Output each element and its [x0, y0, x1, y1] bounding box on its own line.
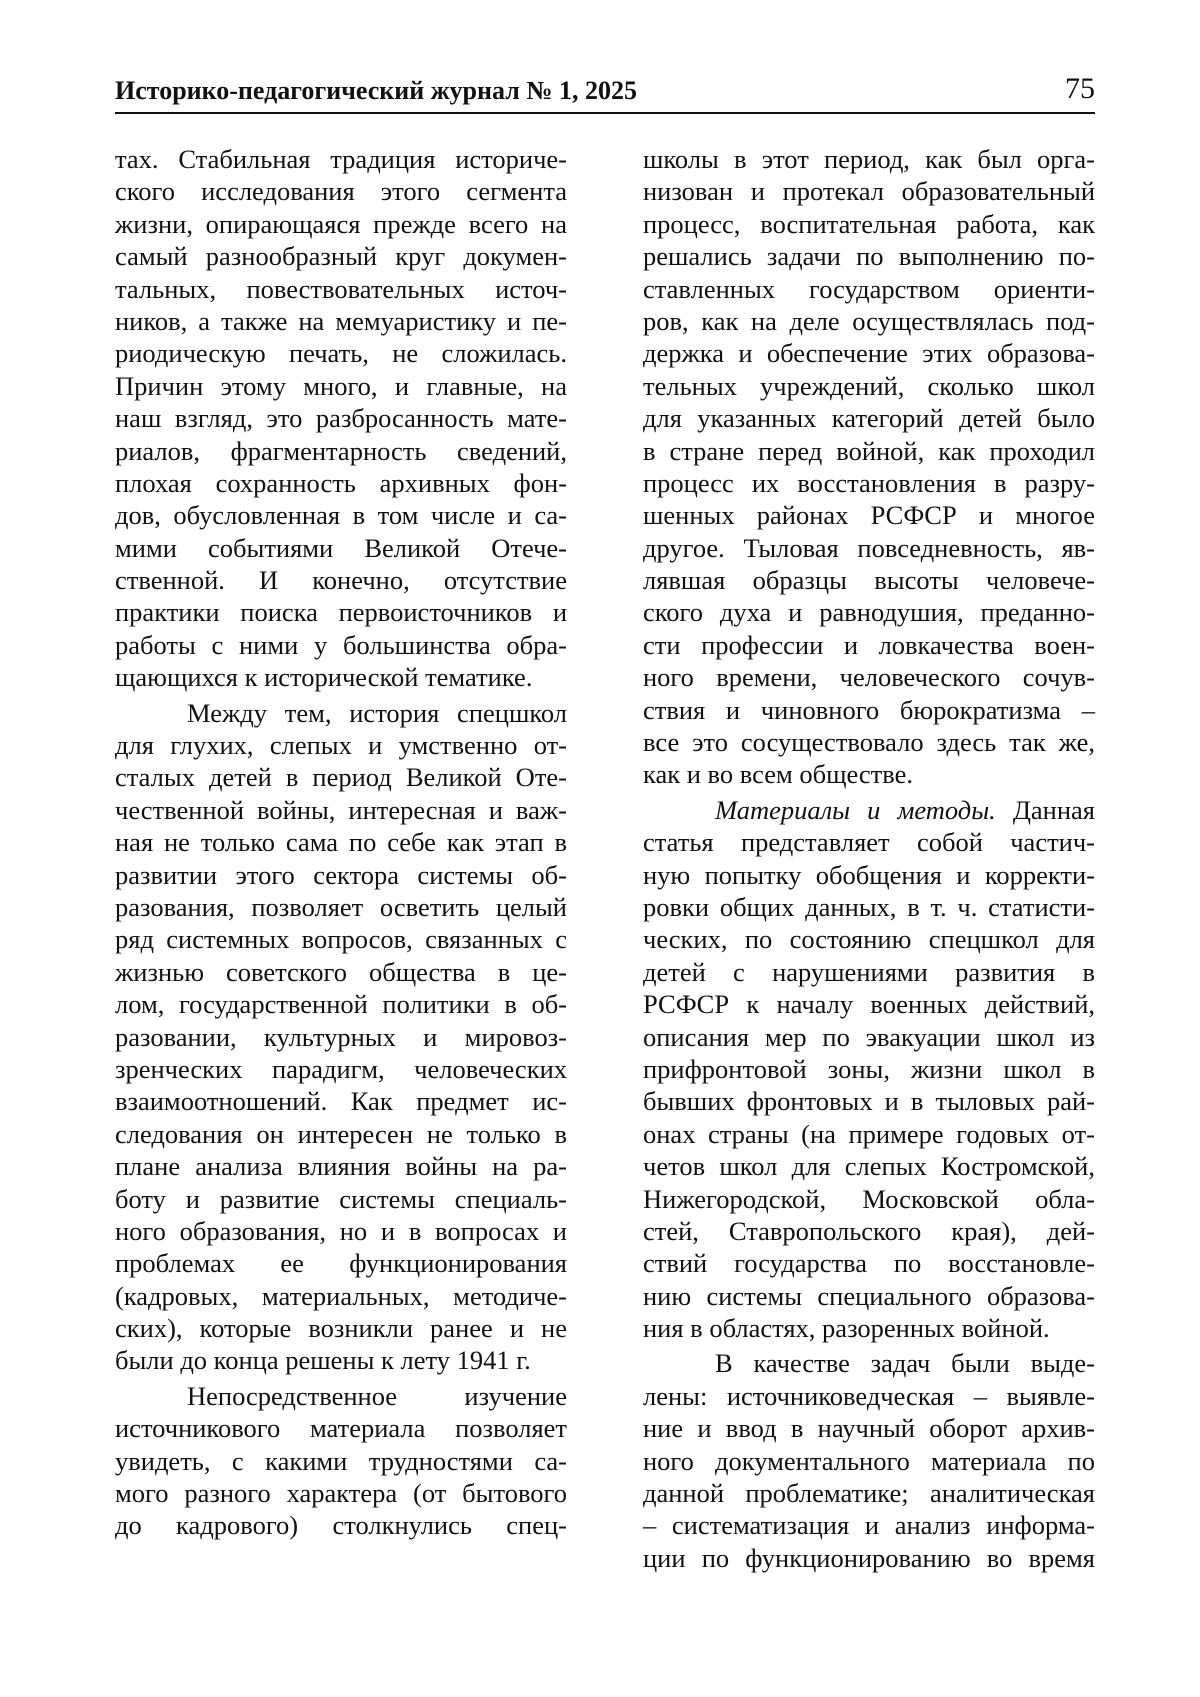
section-heading: Материалы и методы.	[715, 794, 996, 825]
running-header	[115, 72, 1095, 114]
text-line: бывших фронтовых и в тыловых рай-	[643, 1086, 1095, 1117]
right-column	[643, 143, 1095, 1574]
text-line: до кадрового) столкнулись спец-	[115, 1510, 567, 1541]
text-line: для указанных категорий детей было	[643, 403, 1095, 434]
text-line: Непосредственное изучение	[187, 1380, 567, 1411]
text-line: лом, государственной политики в об-	[115, 989, 567, 1020]
text-line: чественной войны, интересная и важ-	[115, 794, 567, 825]
text-line: В качестве задач были выде-	[715, 1348, 1095, 1379]
text-line: следования он интересен не только в	[115, 1118, 567, 1149]
text-line: боту и развитие системы специаль-	[115, 1183, 567, 1214]
text-line: ческих, по состоянию спецшкол для	[643, 924, 1095, 955]
text-line: детей с нарушениями развития в	[643, 956, 1095, 987]
text-line: четов школ для слепых Костромской,	[643, 1151, 1095, 1182]
text-line: жизни, опирающаяся прежде всего на	[115, 208, 567, 239]
text-line: ского исследования этого сегмента	[115, 176, 567, 207]
text-line: наш взгляд, это разбросанность мате-	[115, 403, 567, 434]
text-line: ная не только сама по себе как этап в	[115, 827, 567, 858]
text-line: ствий государства по восстановле-	[643, 1248, 1095, 1279]
text-line: взаимоотношений. Как предмет ис-	[115, 1086, 567, 1117]
text-line: – систематизация и анализ информа-	[643, 1510, 1095, 1541]
text-line: низован и протекал образовательный	[643, 176, 1095, 207]
text-line: ского духа и равнодушия, преданно-	[643, 597, 1095, 628]
text-line: работы с ними у большинства обра-	[115, 629, 567, 660]
text-line: ставленных государством ориенти-	[643, 273, 1095, 304]
text-line: школы в этот период, как был орга-	[643, 144, 1095, 174]
text-line: лявшая образцы высоты человече-	[643, 565, 1095, 596]
text-line: описания мер по эвакуации школ из	[643, 1021, 1095, 1052]
text-line: самый разнообразный круг докумен-	[115, 241, 567, 272]
text-line: как и во всем обществе.	[643, 759, 913, 790]
text-line: ровки общих данных, в т. ч. статисти-	[643, 891, 1095, 922]
text-line: ствия и чиновного бюрократизма –	[643, 694, 1095, 725]
text-line: шенных районах РСФСР и многое	[643, 500, 1095, 531]
text-line: были до конца решены к лету 1941 г.	[115, 1345, 531, 1376]
text-line: мими событиями Великой Отече-	[115, 532, 567, 563]
text-line: щающихся к исторической тематике.	[115, 662, 533, 693]
text-line: ров, как на деле осуществлялась под-	[643, 305, 1095, 336]
text-line: плане анализа влияния войны на ра-	[115, 1151, 567, 1182]
journal-title: Историко-педагогический журнал № 1, 2025	[115, 76, 637, 105]
text-line: стей, Ставропольского края), дей-	[643, 1215, 1095, 1246]
text-line: данной проблематике; аналитическая	[643, 1478, 1095, 1509]
text-line: тах. Стабильная традиция историче-	[115, 144, 567, 174]
left-column	[115, 143, 567, 1542]
text-line: Причин этому много, и главные, на	[115, 370, 567, 401]
text-line: ние и ввод в научный оборот архив-	[643, 1413, 1095, 1444]
text-line: практики поиска первоисточников и	[115, 597, 567, 628]
text-line: держка и обеспечение этих образова-	[643, 338, 1095, 369]
text-line: развитии этого сектора системы об-	[115, 859, 567, 890]
text-line: ственной. И конечно, отсутствие	[115, 565, 567, 596]
text-line: сталых детей в период Великой Оте-	[115, 762, 567, 793]
text-line: зренческих парадигм, человеческих	[115, 1053, 567, 1084]
text-line: для глухих, слепых и умственно от-	[115, 730, 567, 761]
text-line: ния в областях, разоренных войной.	[643, 1313, 1050, 1344]
text-line: ного документального материала по	[643, 1445, 1095, 1476]
text-line: в стране перед войной, как проходил	[643, 435, 1095, 466]
text-line: все это сосуществовало здесь так же,	[643, 727, 1095, 758]
text-line: проблемах ее функционирования	[115, 1248, 567, 1279]
text-line: ряд системных вопросов, связанных с	[115, 924, 567, 955]
text-line: лены: источниковедческая – выявле-	[643, 1380, 1095, 1411]
text-line: процесс их восстановления в разру-	[643, 467, 1095, 498]
text-line: жизнью советского общества в це-	[115, 956, 567, 987]
text-line: решались задачи по выполнению по-	[643, 241, 1095, 272]
text-line: Нижегородской, Московской обла-	[643, 1183, 1095, 1214]
text-line: статья представляет собой частич-	[643, 827, 1095, 858]
text-line: (кадровых, материальных, методиче-	[115, 1280, 567, 1311]
text-line: тальных, повествовательных источ-	[115, 273, 567, 304]
text-line: плохая сохранность архивных фон-	[115, 467, 567, 498]
text-line: разования, позволяет осветить целый	[115, 891, 567, 922]
text-line	[643, 794, 1095, 826]
text-line: мого разного характера (от бытового	[115, 1478, 567, 1509]
text-line: риодическую печать, не сложилась.	[115, 338, 567, 369]
text-line: тельных учреждений, сколько школ	[643, 370, 1095, 401]
text-line: РСФСР к началу военных действий,	[643, 989, 1095, 1020]
text-line: нию системы специального образова-	[643, 1280, 1095, 1311]
text-line: процесс, воспитательная работа, как	[643, 208, 1095, 239]
text-line: Между тем, история спецшкол	[187, 697, 567, 728]
text-line: дов, обусловленная в том числе и са-	[115, 500, 567, 531]
text-line: онах страны (на примере годовых от-	[643, 1118, 1095, 1149]
page-number: 75	[1065, 72, 1095, 105]
text-line: сти профессии и ловкачества воен-	[643, 629, 1095, 660]
text-line: ских), которые возникли ранее и не	[115, 1313, 567, 1344]
text-line: другое. Тыловая повседневность, яв-	[643, 532, 1095, 563]
text-line: источникового материала позволяет	[115, 1413, 567, 1444]
text-line: ного образования, но и в вопросах и	[115, 1215, 567, 1246]
text-line: разовании, культурных и мировоз-	[115, 1021, 567, 1052]
text-line: риалов, фрагментарность сведений,	[115, 435, 567, 466]
text-line: ного времени, человеческого сочув-	[643, 662, 1095, 693]
text-fragment: Данная	[1012, 794, 1095, 825]
text-line: ции по функционированию во время	[643, 1542, 1095, 1573]
text-line: прифронтовой зоны, жизни школ в	[643, 1053, 1095, 1084]
text-line: увидеть, с какими трудностями са-	[115, 1445, 567, 1476]
text-line: ную попытку обобщения и корректи-	[643, 859, 1095, 890]
text-line: ников, а также на мемуаристику и пе-	[115, 305, 567, 336]
